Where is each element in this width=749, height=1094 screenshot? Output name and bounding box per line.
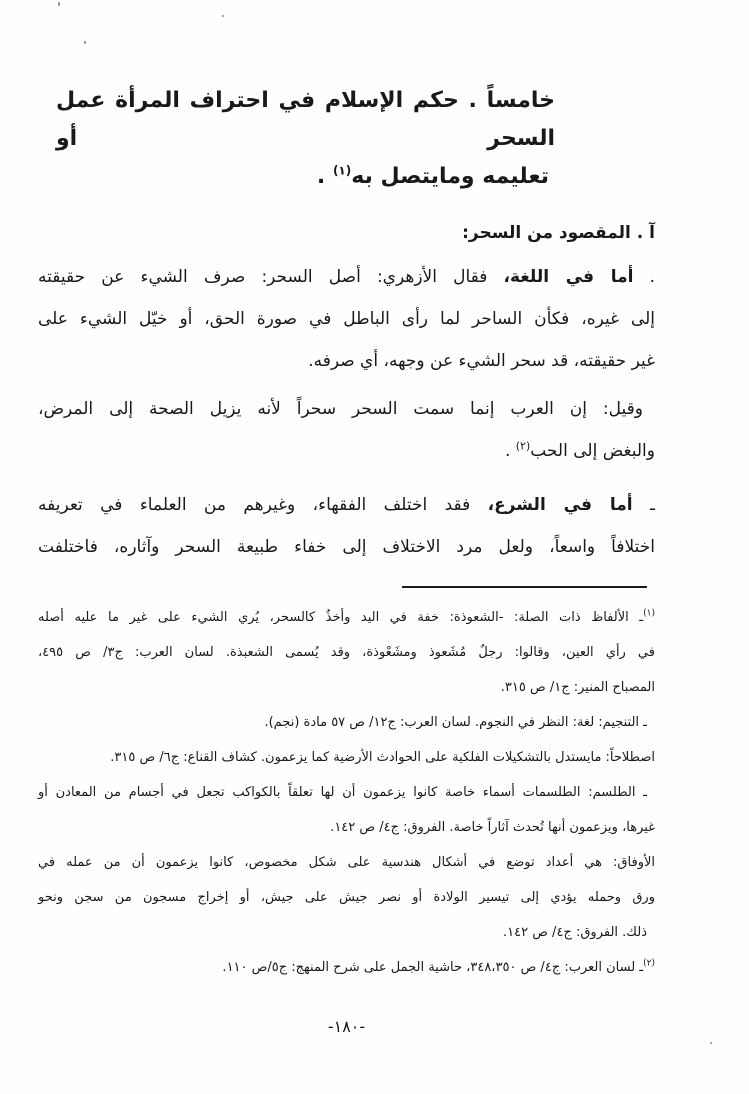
body-line: إلى غيره، فكأن الساحر لما رأى الباطل في صورة الحق، أو خيّل الشيء على — [38, 309, 655, 329]
footnote-line: المصباح المنير: ج١/ ص ٣١٥. — [500, 680, 655, 695]
line-text: والبغض إلى الحب — [530, 441, 655, 461]
body-line: اختلافاً واسعاً، ولعل مرد الاختلاف إلى خفاء طبيعة السحر وآثاره، فاختلفت — [38, 537, 655, 557]
footnote-line: ورق وحمله يؤدي إلى تيسير الولادة أو نصر جيش على جيش، أو إخراج مسجون من سجن ونحو — [38, 890, 655, 905]
line-text: فقد اختلف الفقهاء، وغيرهم من العلماء في تعريفه — [38, 495, 488, 515]
footnote-ref-2: (٢) — [515, 439, 531, 453]
footnote-line: الأوفاق: هي أعداد توضع في أشكال هندسية على شكل مخصوص، كانوا يزعمون أن من عمله في — [38, 855, 655, 870]
footnotes-block — [38, 600, 655, 985]
heading-line-2-text: تعليمه ومايتصل به — [351, 164, 549, 189]
footnote-line — [38, 950, 655, 985]
footnote-line: ـ الطلسم: الطلسمات أسماء خاصة كانوا يزعمون أن لها تعلقاً بالكواكب تجعل في أجسام من المعادن أو — [38, 785, 647, 800]
paragraph-language-definition — [38, 256, 655, 382]
section-heading: آ . المقصود من السحر: — [462, 223, 655, 243]
footnote-text: ـ لسان العرب: ج٤/ ص ٣٤٨،٣٥٠، حاشية الجمل على شرح المنهج: ج٥/ص ١١٠. — [222, 960, 644, 975]
footnote-separator — [402, 586, 647, 588]
footnote-line: في رأي العين، وقالوا: رجلٌ مُشَعوذ ومشَعْوذة، وقد يُسمى الشعبذة. لسان العرب: ج٣/ ص ٤٩٥، — [38, 645, 655, 660]
footnote-line: ـ التنجيم: لغة: النظر في النجوم. لسان العرب: ج١٢/ ص ٥٧ مادة (نجم). — [264, 715, 647, 730]
text-column — [38, 0, 655, 1036]
footnote-line — [38, 600, 655, 635]
main-heading-line-2 — [56, 158, 555, 196]
para-marker: ـ — [632, 495, 655, 515]
body-line — [38, 484, 655, 526]
heading-line-2-tail: . — [316, 164, 333, 189]
paragraph-etymology — [38, 388, 655, 472]
body-line — [38, 256, 655, 298]
para-marker: . — [633, 267, 655, 287]
footnote-line: اصطلاحاً: مايستدل بالتشكيلات الفلكية على الحوادث الأرضية كما يزعمون. كشاف القناع: ج٦/ ص ٣١٥. — [110, 750, 655, 765]
body-text — [38, 256, 655, 568]
line-text: فقال الأزهري: أصل السحر: صرف الشيء عن حقيقته — [38, 267, 504, 287]
footnote-ref-1: (١) — [332, 163, 352, 178]
paragraph-sharia-definition — [38, 484, 655, 568]
footnote-line: ذلك. الفروق: ج٤/ ص ١٤٢. — [502, 925, 647, 940]
body-line: غير حقيقته، قد سحر الشيء عن وجهه، أي صرفه. — [308, 351, 655, 371]
body-line: وقيل: إن العرب إنما سمت السحر سحراً لأنه يزيل الصحة إلى المرض، — [38, 399, 643, 419]
footnote-marker-2: (٢) — [643, 958, 655, 969]
main-heading-line-1: خامساً . حكم الإسلام في احتراف المرأة عمل السحر أو — [56, 88, 555, 151]
footnote-line: غيرها، ويزعمون أنها تُحدث آثاراً خاصة. الفروق: ج٤/ ص ١٤٢. — [330, 820, 655, 835]
page-number: -١٨٠- — [327, 1017, 366, 1036]
bold-phrase: أما في الشرع، — [487, 495, 633, 515]
line-tail: . — [504, 441, 516, 461]
footnote-marker-1: (١) — [643, 608, 655, 619]
bold-phrase: أما في اللغة، — [503, 267, 634, 287]
footnote-text: ـ الألفاظ ذات الصلة: -الشعوذة: خفة في اليد وأخذٌ كالسحر، يُري الشيء على غير ما عليه أصله — [38, 610, 644, 625]
body-line — [38, 430, 655, 472]
main-heading — [56, 82, 555, 196]
scan-speck — [710, 1042, 712, 1044]
